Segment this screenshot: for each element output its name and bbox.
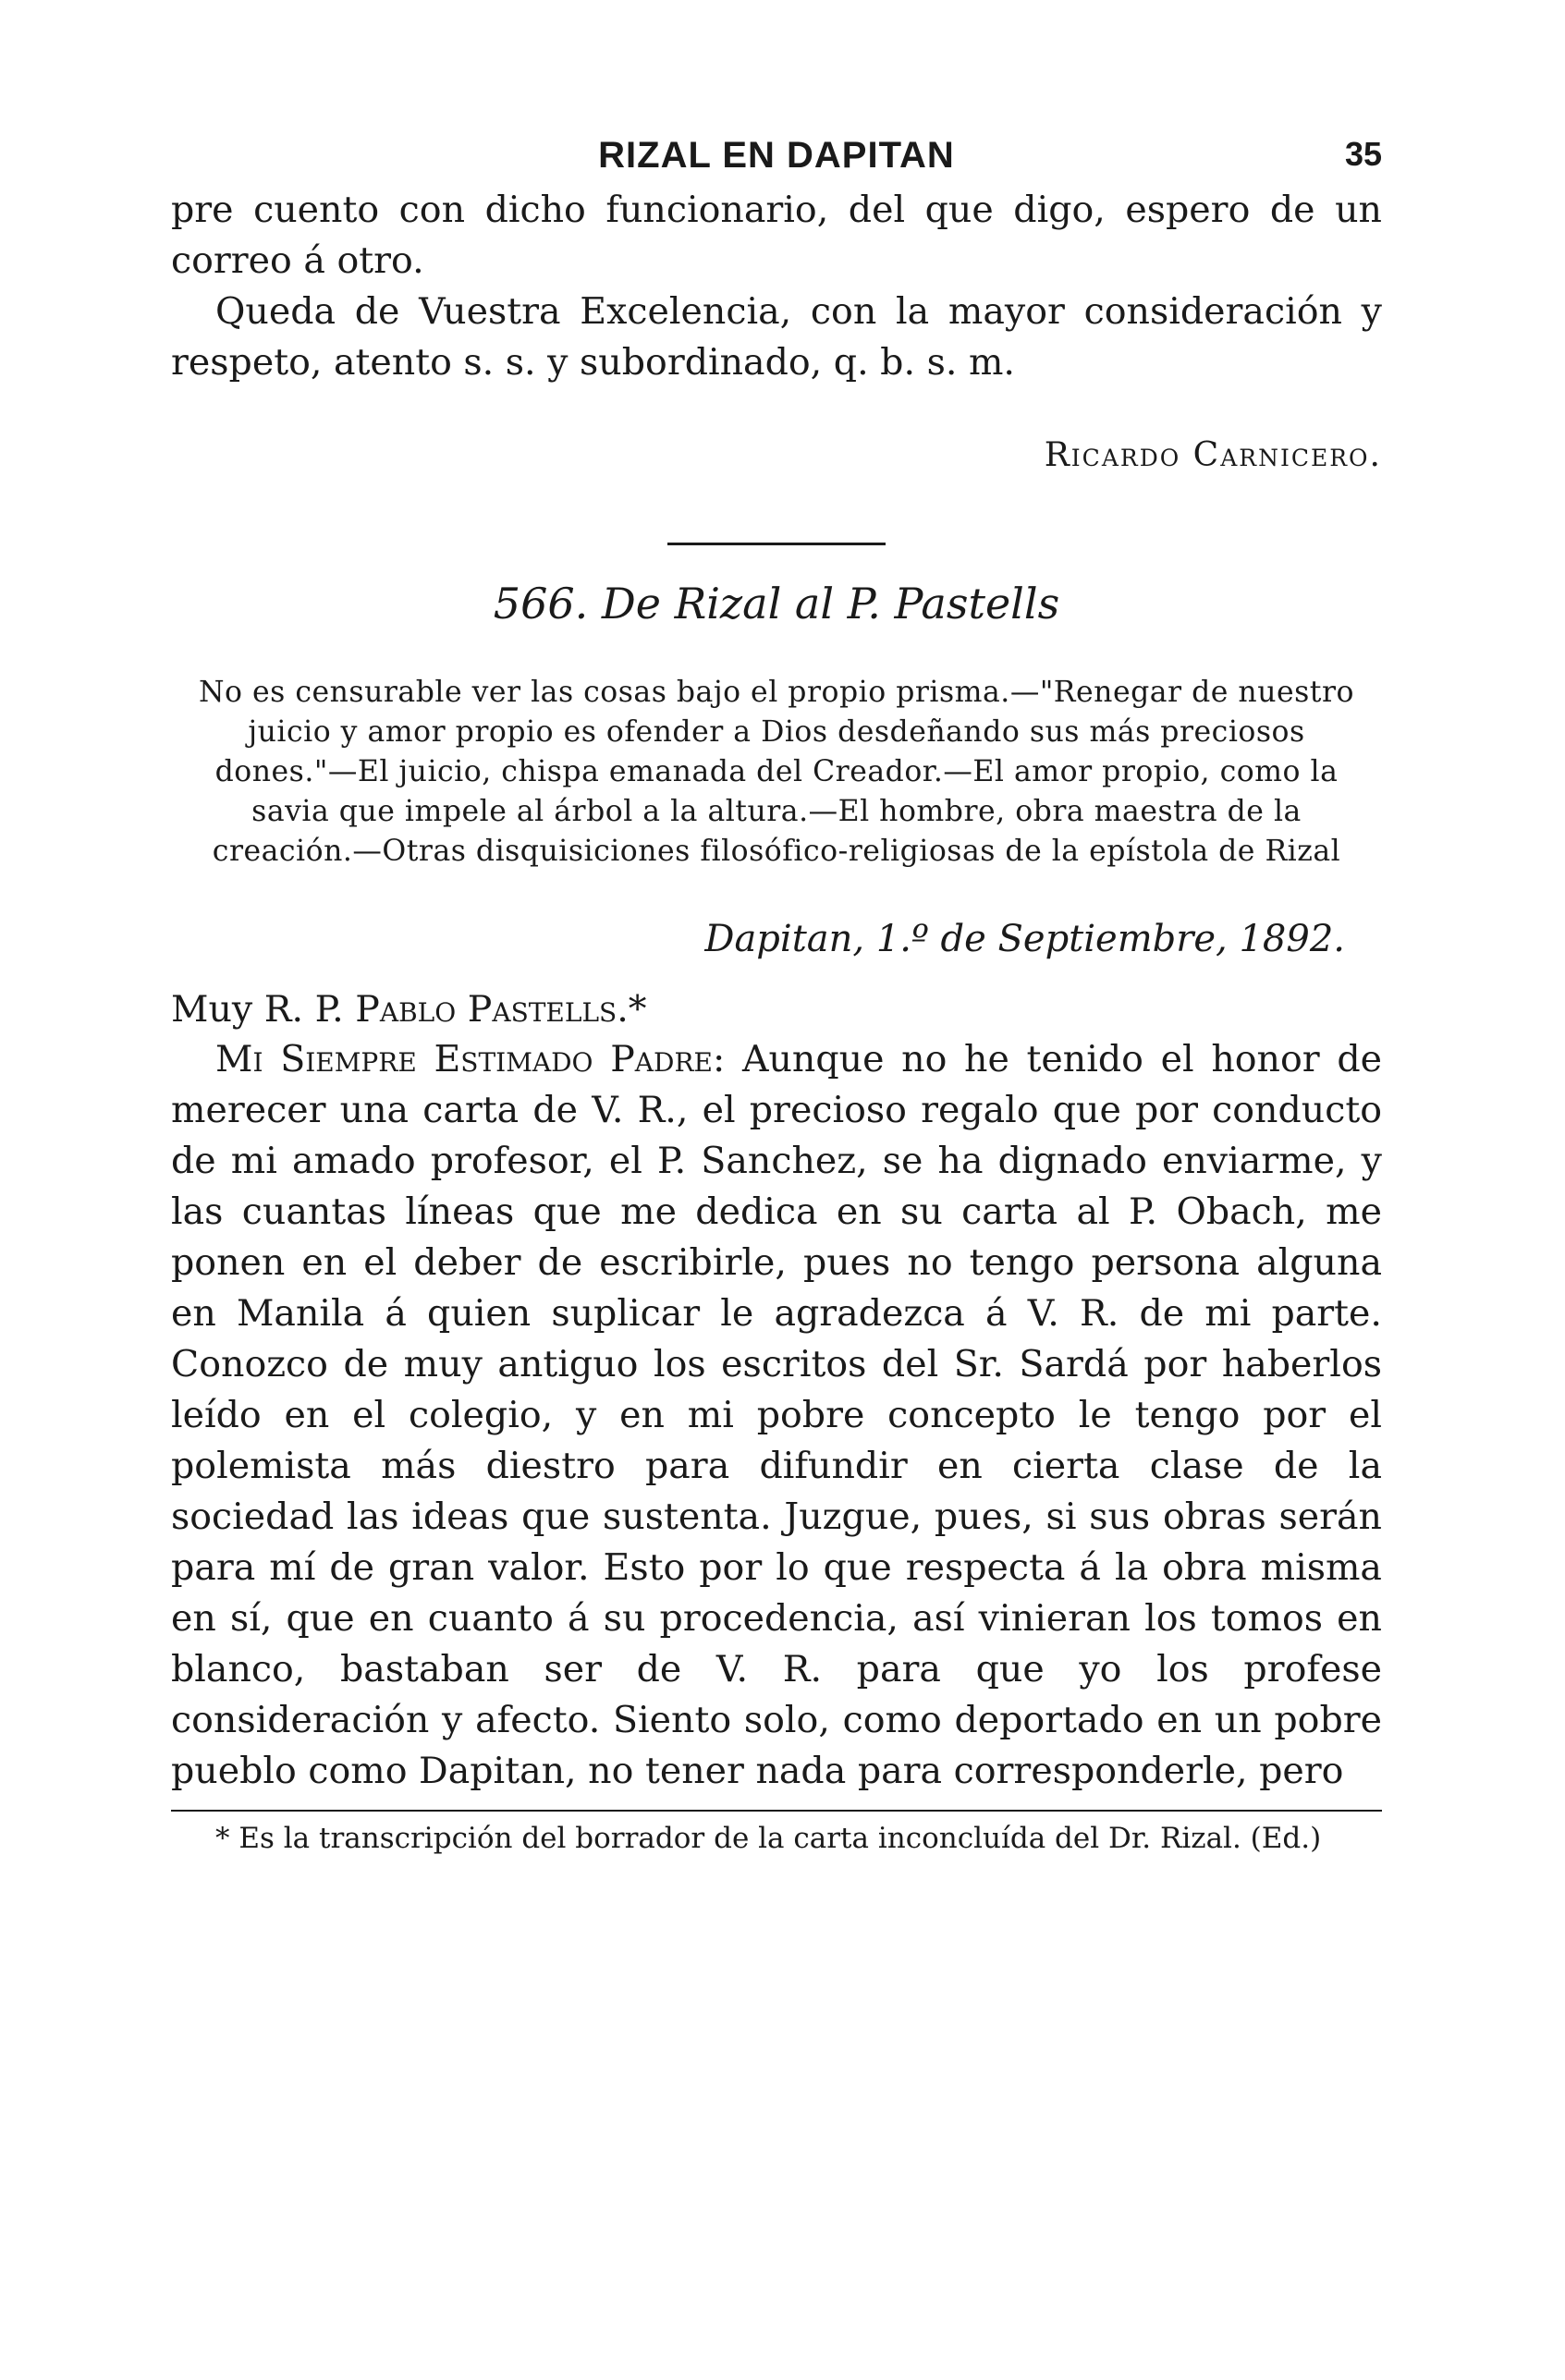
continuation-paragraph: pre cuento con dicho funcionario, del que digo, espero de un correo á otro. [171,189,1382,282]
dateline: Dapitan, 1.º de Septiembre, 1892. [704,918,1345,960]
letter-heading: 566. De Rizal al P. Pastells [493,579,1060,629]
opening-address: Mi Siempre Estimado Padre [215,1038,713,1080]
signature: Ricardo Carnicero. [1044,436,1382,474]
running-header [171,129,1382,185]
salutation-prefix: Muy R. P. [171,988,356,1031]
page-number: 35 [1344,135,1382,173]
letter-body-text: : Aunque no he tenido el honor de merecer una carta de V. R., el precioso regalo que por conducto de mi amado profesor, el P. Sanchez, se ha dignado enviarme, y las cuantas líneas que me dedica en su carta al P. Obach, me ponen en el deber de escribirle, pues no tengo persona alguna en Manila á quien suplicar le agradezca á V. R. de mi parte. Conozco de muy antiguo los escritos del Sr. Sardá por haberlos leído en el colegio, y en mi pobre concepto le tengo por el polemista más diestro para difundir en cierta clase de la sociedad las ideas que sustenta. Juzgue, pues, si sus obras serán para mí de gran valor. Esto por lo que respecta á la obra misma en sí, que en cuanto á su procedencia, así vinieran los tomos en blanco, bastaban ser de V. R. para que yo los profese consideración y afecto. Siento solo, como deportado en un pobre pueblo como Dapitan, no tener nada para corresponderle, pero [171,1038,1382,1792]
salutation-name: Pablo Pastells.* [355,988,647,1031]
letter-body [171,1034,1382,1797]
section-divider [667,543,886,545]
book-page [171,129,1382,1860]
previous-letter-ending [171,185,1382,388]
footnote: * Es la transcripción del borrador de la carta inconcluída del Dr. Rizal. (Ed.) [215,1822,1322,1855]
letter-paragraph [171,1034,1382,1797]
closing-paragraph: Queda de Vuestra Excelencia, con la mayor consideración y respeto, atento s. s. y subordinado, q. b. s. m. [171,290,1382,384]
salutation [171,988,1382,1031]
footnote-rule [171,1810,1382,1812]
letter-summary: No es censurable ver las cosas bajo el propio prisma.—"Renegar de nuestro juicio y amor propio es ofender a Dios desdeñando sus más preciosos dones."—El juicio, chispa emanada del Creador.—El amor propio, como la savia que impele al árbol a la altura.—El hombre, obra maestra de la creación.—Otras disquisiciones filosófico-religiosas de la epístola de Rizal [198,676,1354,868]
running-title: RIZAL EN DAPITAN [598,135,955,176]
